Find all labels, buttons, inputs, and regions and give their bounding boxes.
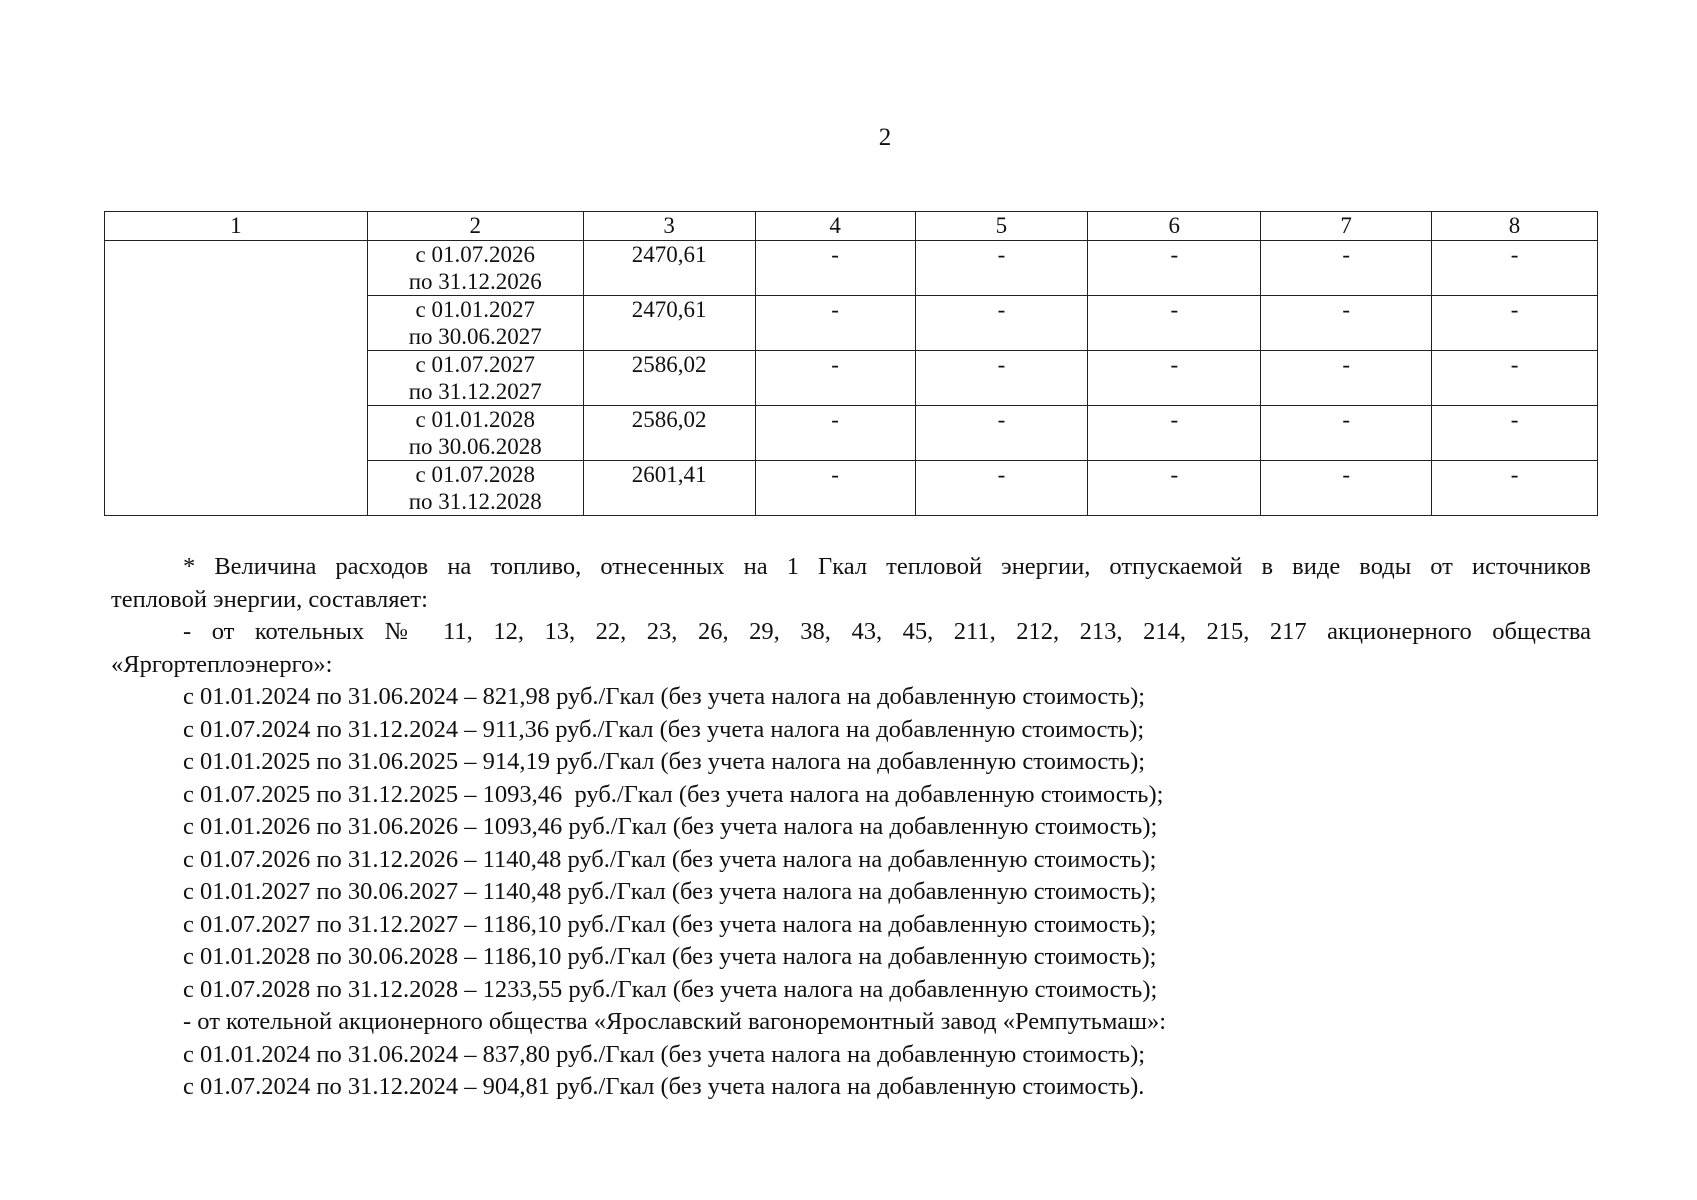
cell-col-8: -	[1432, 241, 1598, 296]
cell-col-6: -	[1088, 406, 1261, 461]
value-cell: 2470,61	[583, 296, 755, 351]
cell-col-5: -	[915, 241, 1088, 296]
merged-cell-col-1	[105, 241, 368, 516]
period-to: по 30.06.2027	[408, 324, 542, 349]
table-row	[105, 241, 1598, 296]
rate-line: с 01.07.2026 по 31.12.2026 – 1140,48 руб./Гкал (без учета налога на добавленную стоимость);	[183, 845, 1157, 873]
column-header-4: 4	[755, 212, 915, 241]
column-header-8: 8	[1432, 212, 1598, 241]
period-cell	[367, 461, 583, 516]
cell-col-8: -	[1432, 461, 1598, 516]
period-to: по 31.12.2026	[408, 269, 542, 294]
page-number: 2	[878, 124, 892, 151]
period-from: с 01.07.2027	[415, 352, 535, 377]
period-from: с 01.07.2026	[415, 242, 535, 267]
period-to: по 31.12.2027	[408, 379, 542, 404]
rate-line: с 01.07.2025 по 31.12.2025 – 1093,46 руб./Гкал (без учета налога на добавленную стоимость);	[183, 780, 1164, 808]
period-cell	[367, 351, 583, 406]
rate-line: с 01.01.2024 по 31.06.2024 – 821,98 руб./Гкал (без учета налога на добавленную стоимость);	[183, 683, 1146, 710]
cell-col-4: -	[755, 351, 915, 406]
column-header-5: 5	[915, 212, 1088, 241]
table-header-row	[105, 212, 1598, 241]
period-from: с 01.01.2028	[415, 407, 535, 432]
cell-col-7: -	[1261, 406, 1432, 461]
rate-line: с 01.01.2026 по 31.06.2026 – 1093,46 руб./Гкал (без учета налога на добавленную стоимость);	[183, 813, 1158, 840]
cell-col-5: -	[915, 406, 1088, 461]
column-header-1: 1	[105, 212, 368, 241]
rate-line: с 01.01.2028 по 30.06.2028 – 1186,10 руб./Гкал (без учета налога на добавленную стоимость);	[183, 943, 1157, 970]
cell-col-7: -	[1261, 461, 1432, 516]
period-cell	[367, 296, 583, 351]
footnote-intro-line: * Величина расходов на топливо, отнесенных на 1 Гкал тепловой энергии, отпускаемой в виде воды от источников	[183, 553, 1591, 580]
period-from: с 01.07.2028	[415, 462, 535, 487]
cell-col-4: -	[755, 461, 915, 516]
cell-col-4: -	[755, 241, 915, 296]
cell-col-4: -	[755, 296, 915, 351]
rate-line: с 01.01.2024 по 31.06.2024 – 837,80 руб./Гкал (без учета налога на добавленную стоимость);	[183, 1040, 1146, 1068]
cell-col-8: -	[1432, 351, 1598, 406]
cell-col-5: -	[915, 296, 1088, 351]
footnote-block	[111, 551, 1591, 1104]
rate-line: с 01.07.2028 по 31.12.2028 – 1233,55 руб./Гкал (без учета налога на добавленную стоимость);	[183, 975, 1158, 1003]
boiler-group-heading: «Яргортеплоэнерго»:	[111, 650, 333, 678]
cell-col-8: -	[1432, 296, 1598, 351]
footnote-intro-line: тепловой энергии, составляет:	[111, 585, 428, 613]
rate-line: с 01.01.2025 по 31.06.2025 – 914,19 руб./Гкал (без учета налога на добавленную стоимость);	[183, 748, 1146, 775]
rate-line: с 01.01.2027 по 30.06.2027 – 1140,48 руб./Гкал (без учета налога на добавленную стоимость);	[183, 878, 1157, 905]
period-to: по 31.12.2028	[408, 489, 542, 514]
cell-col-7: -	[1261, 296, 1432, 351]
cell-col-6: -	[1088, 296, 1261, 351]
cell-col-4: -	[755, 406, 915, 461]
value-cell: 2586,02	[583, 351, 755, 406]
cell-col-5: -	[915, 461, 1088, 516]
cell-col-7: -	[1261, 351, 1432, 406]
cell-col-7: -	[1261, 241, 1432, 296]
period-to: по 30.06.2028	[408, 434, 542, 459]
value-cell: 2586,02	[583, 406, 755, 461]
period-cell	[367, 241, 583, 296]
column-header-7: 7	[1261, 212, 1432, 241]
rate-line: с 01.07.2027 по 31.12.2027 – 1186,10 руб./Гкал (без учета налога на добавленную стоимость);	[183, 910, 1157, 938]
boiler-group-heading: - от котельной акционерного общества «Ярославский вагоноремонтный завод «Ремпутьмаш»:	[183, 1008, 1167, 1035]
value-cell: 2470,61	[583, 241, 755, 296]
period-from: с 01.01.2027	[415, 297, 535, 322]
cell-col-6: -	[1088, 351, 1261, 406]
cell-col-6: -	[1088, 461, 1261, 516]
period-cell	[367, 406, 583, 461]
tariff-table	[104, 211, 1598, 516]
boiler-group-heading: - от котельных № 11, 12, 13, 22, 23, 26, 29, 38, 43, 45, 211, 212, 213, 214, 215, 217 акционерного общества	[183, 618, 1591, 645]
column-header-2: 2	[367, 212, 583, 241]
value-cell: 2601,41	[583, 461, 755, 516]
column-header-3: 3	[583, 212, 755, 241]
cell-col-5: -	[915, 351, 1088, 406]
cell-col-8: -	[1432, 406, 1598, 461]
rate-line: с 01.07.2024 по 31.12.2024 – 904,81 руб./Гкал (без учета налога на добавленную стоимость).	[183, 1073, 1145, 1100]
cell-col-6: -	[1088, 241, 1261, 296]
rate-line: с 01.07.2024 по 31.12.2024 – 911,36 руб./Гкал (без учета налога на добавленную стоимость);	[183, 715, 1145, 743]
column-header-6: 6	[1088, 212, 1261, 241]
